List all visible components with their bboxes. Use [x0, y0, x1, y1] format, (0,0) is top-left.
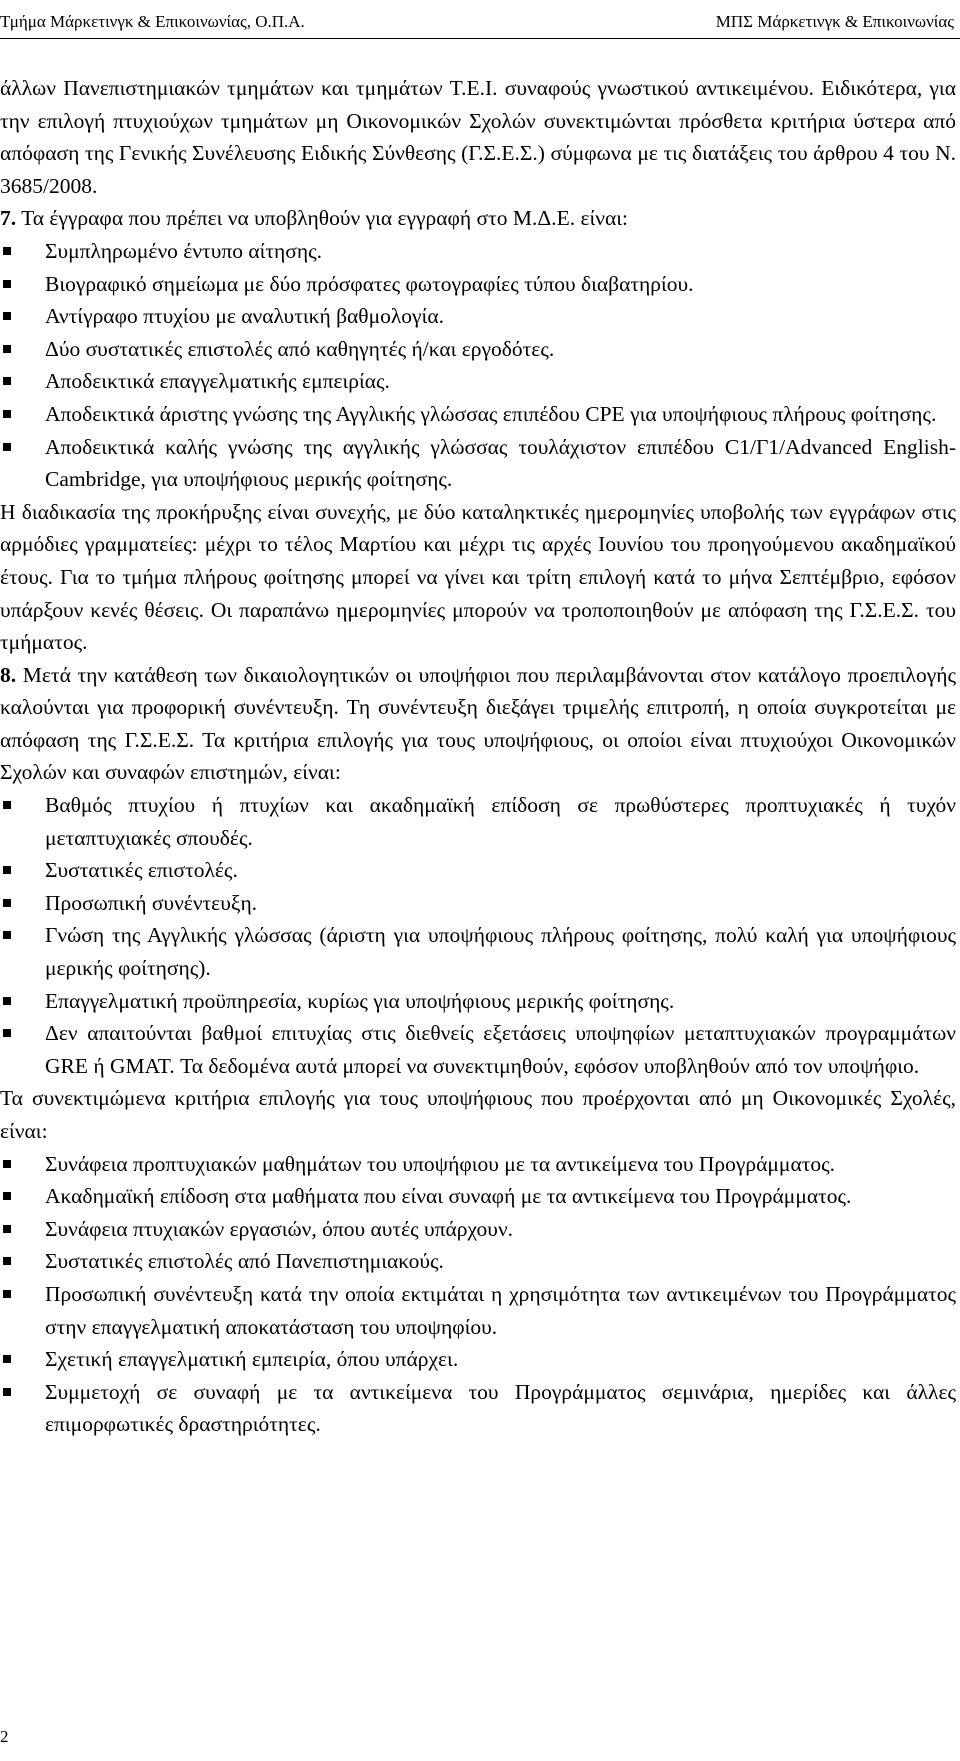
- list-item-text: Βαθμός πτυχίου ή πτυχίων και ακαδημαϊκή επίδοση σε πρωθύστερες προπτυχιακές ή τυχόν μεταπτυχιακές σπουδές.: [45, 793, 956, 850]
- bullet-square-icon: [3, 312, 11, 320]
- list-item: [0, 1376, 956, 1441]
- list-item-text: Γνώση της Αγγλικής γλώσσας (άριστη για υποψήφιους πλήρους φοίτησης, πολύ καλή για υποψήφιους μερικής φοίτησης).: [45, 923, 956, 981]
- bullet-square-icon: [3, 345, 11, 353]
- bullet-square-icon: [3, 1029, 11, 1037]
- header-divider: [0, 38, 960, 39]
- list-item-text: Αποδεικτικά καλής γνώσης της αγγλικής γλώσσας τουλάχιστον επιπέδου C1/Γ1/Advanced English-Cambridge, για υποψήφιους μερικής φοίτησης.: [45, 434, 956, 492]
- list-item: [0, 333, 956, 366]
- list-item: [0, 398, 956, 431]
- list-item-text: Επαγγελματική προϋπηρεσία, κυρίως για υποψήφιους μερικής φοίτησης.: [45, 988, 675, 1013]
- list-item-text: Ακαδημαϊκή επίδοση στα μαθήματα που είναι συναφή με τα αντικείμενα του Προγράμματος.: [45, 1184, 852, 1209]
- bullet-square-icon: [3, 1192, 11, 1200]
- criteria-list: [0, 789, 956, 1082]
- list-item-text: Συμμετοχή σε συναφή με τα αντικείμενα του Προγράμματος σεμινάρια, ημερίδες και άλλες επιμορφωτικές δραστηριότητες.: [45, 1379, 956, 1437]
- list-item: [0, 887, 956, 920]
- list-item-text: Αποδεικτικά άριστης γνώσης της Αγγλικής γλώσσας επιπέδου CPE για υποψήφιους πλήρους φοίτησης.: [45, 401, 937, 426]
- bullet-square-icon: [3, 931, 11, 939]
- list-item: [0, 1278, 956, 1343]
- list-item-text: Δύο συστατικές επιστολές από καθηγητές ή/και εργοδότες.: [45, 336, 555, 361]
- bullet-square-icon: [3, 377, 11, 385]
- bullet-square-icon: [3, 866, 11, 874]
- list-item: [0, 365, 956, 398]
- other-schools-paragraph: Τα συνεκτιμώμενα κριτήρια επιλογής για τους υποψήφιους που προέρχονται από μη Οικονομικές Σχολές, είναι:: [0, 1086, 956, 1143]
- list-item-text: Συμπληρωμένο έντυπο αίτησης.: [45, 238, 322, 263]
- list-item: [0, 300, 956, 333]
- list-item-text: Συνάφεια προπτυχιακών μαθημάτων του υποψήφιου με τα αντικείμενα του Προγράμματος.: [45, 1151, 835, 1176]
- bullet-square-icon: [3, 410, 11, 418]
- page-number: 2: [0, 1727, 9, 1746]
- list-item: [0, 235, 956, 268]
- list-item-text: Συστατικές επιστολές από Πανεπιστημιακούς.: [45, 1249, 444, 1274]
- bullet-square-icon: [3, 443, 11, 451]
- list-item: [0, 1343, 956, 1376]
- list-item-text: Συστατικές επιστολές.: [45, 858, 238, 883]
- list-item: [0, 1148, 956, 1181]
- bullet-square-icon: [3, 1290, 11, 1298]
- section-7-heading: [0, 202, 956, 235]
- list-item-text: Αποδεικτικά επαγγελματικής εμπειρίας.: [45, 369, 390, 394]
- list-item-text: Αντίγραφο πτυχίου με αναλυτική βαθμολογία.: [45, 304, 444, 329]
- bullet-square-icon: [3, 1388, 11, 1396]
- list-item: [0, 919, 956, 984]
- list-item: [0, 1213, 956, 1246]
- page-header: [0, 12, 960, 34]
- list-item: [0, 854, 956, 887]
- bullet-square-icon: [3, 801, 11, 809]
- document-body: [0, 72, 956, 1441]
- header-department: Τμήμα Μάρκετινγκ & Επικοινωνίας, Ο.Π.Α.: [0, 12, 305, 31]
- list-item-text: Συνάφεια πτυχιακών εργασιών, όπου αυτές υπάρχουν.: [45, 1216, 514, 1241]
- header-program: ΜΠΣ Μάρκετινγκ & Επικοινωνίας: [715, 12, 954, 31]
- bullet-square-icon: [3, 1257, 11, 1265]
- list-item: [0, 789, 956, 854]
- list-item-text: Βιογραφικό σημείωμα με δύο πρόσφατες φωτογραφίες τύπου διαβατηρίου.: [45, 271, 694, 296]
- section-8-number: 8.: [0, 662, 17, 687]
- documents-list: [0, 235, 956, 496]
- section-7-title: Τα έγγραφα που πρέπει να υποβληθούν για εγγραφή στο Μ.Δ.Ε. είναι:: [16, 206, 629, 231]
- bullet-square-icon: [3, 997, 11, 1005]
- list-item: [0, 985, 956, 1018]
- bullet-square-icon: [3, 247, 11, 255]
- bullet-square-icon: [3, 1160, 11, 1168]
- section-8-text: Μετά την κατάθεση των δικαιολογητικών οι υποψήφιοι που περιλαμβάνονται στον κατάλογο προεπιλογής καλούνται για προφορική συνέντευξη. Τη συνέντευξη διεξάγει τριμελής επιτροπή, η οποία συγκροτείται με απόφαση της Γ.Σ.Ε.Σ. Τα κριτήρια επιλογής για τους υποψήφιους, οι οποίοι είναι πτυχιούχοι Οικονομικών Σχολών και συναφών επιστημών, είναι:: [0, 662, 956, 785]
- list-item: [0, 431, 956, 496]
- process-paragraph: Η διαδικασία της προκήρυξης είναι συνεχής, με δύο καταληκτικές ημερομηνίες υποβολής των εγγράφων στις αρμόδιες γραμματείες: μέχρι το τέλος Μαρτίου και μέχρι τις αρχές Ιουνίου του προηγούμενου ακαδημαϊκού έτους. Για το τμήμα πλήρους φοίτησης μπορεί να γίνει και τρίτη επιλογή κατά το μήνα Σεπτέμβριο, εφόσον υπάρξουν κενές θέσεις. Οι παραπάνω ημερομηνίες μπορούν να τροποποιηθούν με απόφαση της Γ.Σ.Ε.Σ. του τμήματος.: [0, 499, 956, 655]
- list-item: [0, 1180, 956, 1213]
- bullet-square-icon: [3, 899, 11, 907]
- list-item-text: Δεν απαιτούνται βαθμοί επιτυχίας στις διεθνείς εξετάσεις υποψηφίων μεταπτυχιακών προγραμμάτων GRE ή GMAT. Τα δεδομένα αυτά μπορεί να συνεκτιμηθούν, εφόσον υποβληθούν από τον υποψήφιο.: [45, 1021, 956, 1078]
- list-item-text: Σχετική επαγγελματική εμπειρία, όπου υπάρχει.: [45, 1347, 459, 1372]
- bullet-square-icon: [3, 280, 11, 288]
- list-item-text: Προσωπική συνέντευξη.: [45, 890, 258, 915]
- bullet-square-icon: [3, 1225, 11, 1233]
- section-7-number: 7.: [0, 206, 17, 231]
- list-item: [0, 268, 956, 301]
- intro-paragraph: άλλων Πανεπιστημιακών τμημάτων και τμημάτων Τ.Ε.Ι. συναφούς γνωστικού αντικειμένου. Ειδικότερα, για την επιλογή πτυχιούχων τμημάτων μη Οικονομικών Σχολών συνεκτιμώνται πρόσθετα κριτήρια ύστερα από απόφαση της Γενικής Συνέλευσης Ειδικής Σύνθεσης (Γ.Σ.Ε.Σ.) σύμφωνα με τις διατάξεις του άρθρου 4 του Ν. 3685/2008.: [0, 76, 956, 198]
- list-item: [0, 1245, 956, 1278]
- bullet-square-icon: [3, 1355, 11, 1363]
- list-item-text: Προσωπική συνέντευξη κατά την οποία εκτιμάται η χρησιμότητα των αντικειμένων του Προγράμματος στην επαγγελματική αποκατάσταση του υποψηφίου.: [45, 1281, 956, 1339]
- list-item: [0, 1017, 956, 1082]
- section-8-paragraph: [0, 659, 956, 789]
- other-schools-criteria-list: [0, 1148, 956, 1441]
